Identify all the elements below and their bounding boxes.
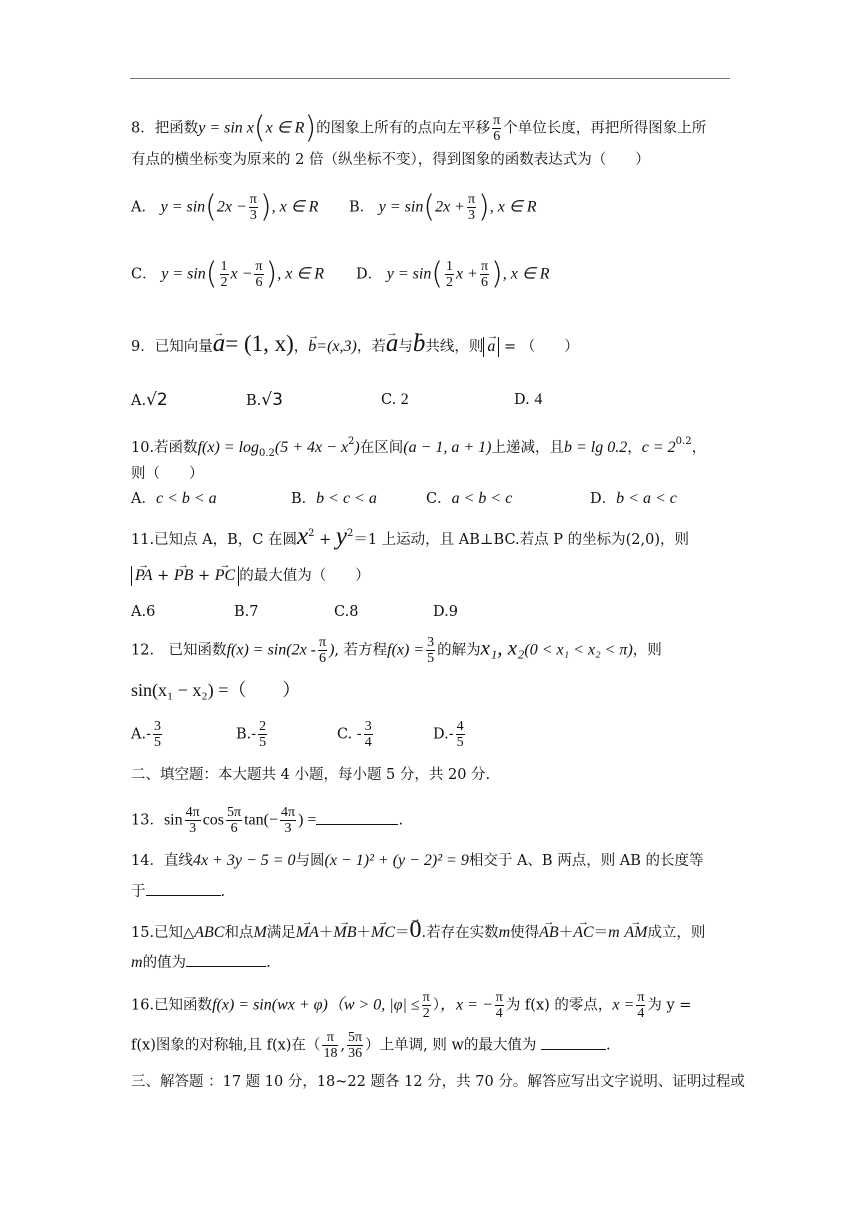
q9-option-a: A.√2 [131,390,168,410]
q12-option-d: D.- $\frac{4}{5}$ [433,719,464,750]
q8-option-b: B． y = sin(2x + $\frac{\pi}{3}$ ), x ∈ R [349,189,537,225]
q16-stem-line2: f(x)图象的对称轴,且 f(x)在（ $\frac{\pi}{18}$ , $\frac{5\pi}{36}$ ）上单调, 则 w的最大值为 . [131,1030,611,1061]
q11-option-b: B.7 [234,604,259,620]
q14-stem-line2: 于 . [131,884,226,900]
q12-stem-line1: 12. 已知函数f(x) = sin(2x - $\frac{\pi}{6}$ ), 若方程f(x) = $\frac{3}{5}$ 的解为x₁, x₂(0 < x₁ < x₂ < π)，则 [131,635,662,666]
q10-stem-line1: 10.若函数$f(x) = \log_{0.2}(5 + 4x - x^2)$在区间(a − 1, a + 1)上递减，且b = lg 0.2，$c = 2^{0.2}$， [131,436,707,459]
q12-option-a: A.- $\frac{3}{5}$ [131,719,161,750]
q12-option-c: C. - $\frac{3}{4}$ [337,719,372,750]
q9-stem: 9．已知向量→ a= (1, x)，→ b=(x,3)，若→ a与→ b共线，则→ a = （ ） [131,334,579,357]
q8-stem-line1: 8．把函数y = sin x(x ∈ R)的图象上所有的点向左平移 $\frac{\pi}{6}$ 个单位长度，再把所得图象上所 [131,110,707,146]
q11-option-d: D.9 [433,604,458,620]
section-2-heading: 二、填空题：本大题共 4 小题，每小题 5 分，共 20 分. [131,767,491,783]
q12-option-b: B.- $\frac{2}{5}$ [236,719,267,750]
q8-option-c: C． y = sin( $\frac{1}{2}$ x − $\frac{\pi}{6}$ ), x ∈ R [131,256,325,292]
q11-option-a: A.6 [131,604,156,620]
q8-stem-line2: 有点的横坐标变为原来的 2 倍（纵坐标不变），得到图象的函数表达式为（ ） [131,152,650,168]
q10-stem-line2: 则（ ） [131,466,204,482]
vector-a: → a [213,334,226,354]
q11-stem-line2: → PA + → PB + → PC 的最大值为（ ） [131,566,370,586]
section-3-heading: 三、解答题 ：17 题 10 分，18~22 题各 12 分，共 70 分。解答应写出文字说明、证明过程或 [131,1074,745,1090]
q9-option-c: C. 2 [381,391,409,408]
q10-option-a: A．c < b < a [131,490,217,507]
q8-option-d: D． y = sin( $\frac{1}{2}$ x + $\frac{\pi}{6}$ ), x ∈ R [356,256,550,292]
q13-answer-blank[interactable] [316,824,398,825]
q8-option-a: A． y = sin(2x − $\frac{\pi}{3}$ ), x ∈ R [131,189,319,225]
q14-stem-line1: 14．直线4x + 3y − 5 = 0与圆(x − 1)² + (y − 2)² = 9相交于 A、B 两点，则 AB 的长度等 [131,852,704,869]
vector-sum-abs: → PA + → PB + → PC [131,566,239,586]
q11-option-c: C.8 [334,604,359,620]
q15-stem-line1: 15.已知△ABC和点M满足→ MA＋→ MB＋→ MC＝→ 0.若存在实数m使得→ AB＋→ AC＝m → AM成立，则 [131,920,705,943]
q9-option-d: D. 4 [514,391,543,408]
q10-option-b: B．b < c < a [291,490,377,507]
q9-option-b: B.√3 [246,390,283,410]
q14-answer-blank[interactable] [146,895,221,896]
header-rule [130,78,730,79]
q10-option-d: D．b < a < c [590,490,677,507]
vector-b: → b [308,337,316,357]
q13-stem: 13．sin $\frac{4\pi}{3}$ cos $\frac{5\pi}{6}$ tan(− $\frac{4\pi}{3}$ ) = . [131,805,404,836]
q15-answer-blank[interactable] [186,966,266,967]
q12-stem-line2: sin(x₁ − x₂) =（ ） [131,680,301,700]
q16-stem-line1: 16.已知函数f(x) = sin(wx + φ)（w > 0, |φ| ≤ $\frac{\pi}{2}$ ），x = − $\frac{\pi}{4}$ 为 f(x) 的零点，x = $\frac{\pi}{4}$ 为 y = [131,990,692,1021]
q11-stem-line1: 11.已知点 A，B，C 在圆$x^2 + y^2=1$ 上运动，且 AB⊥BC.若点 P 的坐标为(2,0)，则 [131,523,690,550]
q15-stem-line2: m的值为 . [131,954,271,971]
q10-option-c: C．a < b < c [426,490,513,507]
q16-answer-blank[interactable] [541,1049,606,1050]
